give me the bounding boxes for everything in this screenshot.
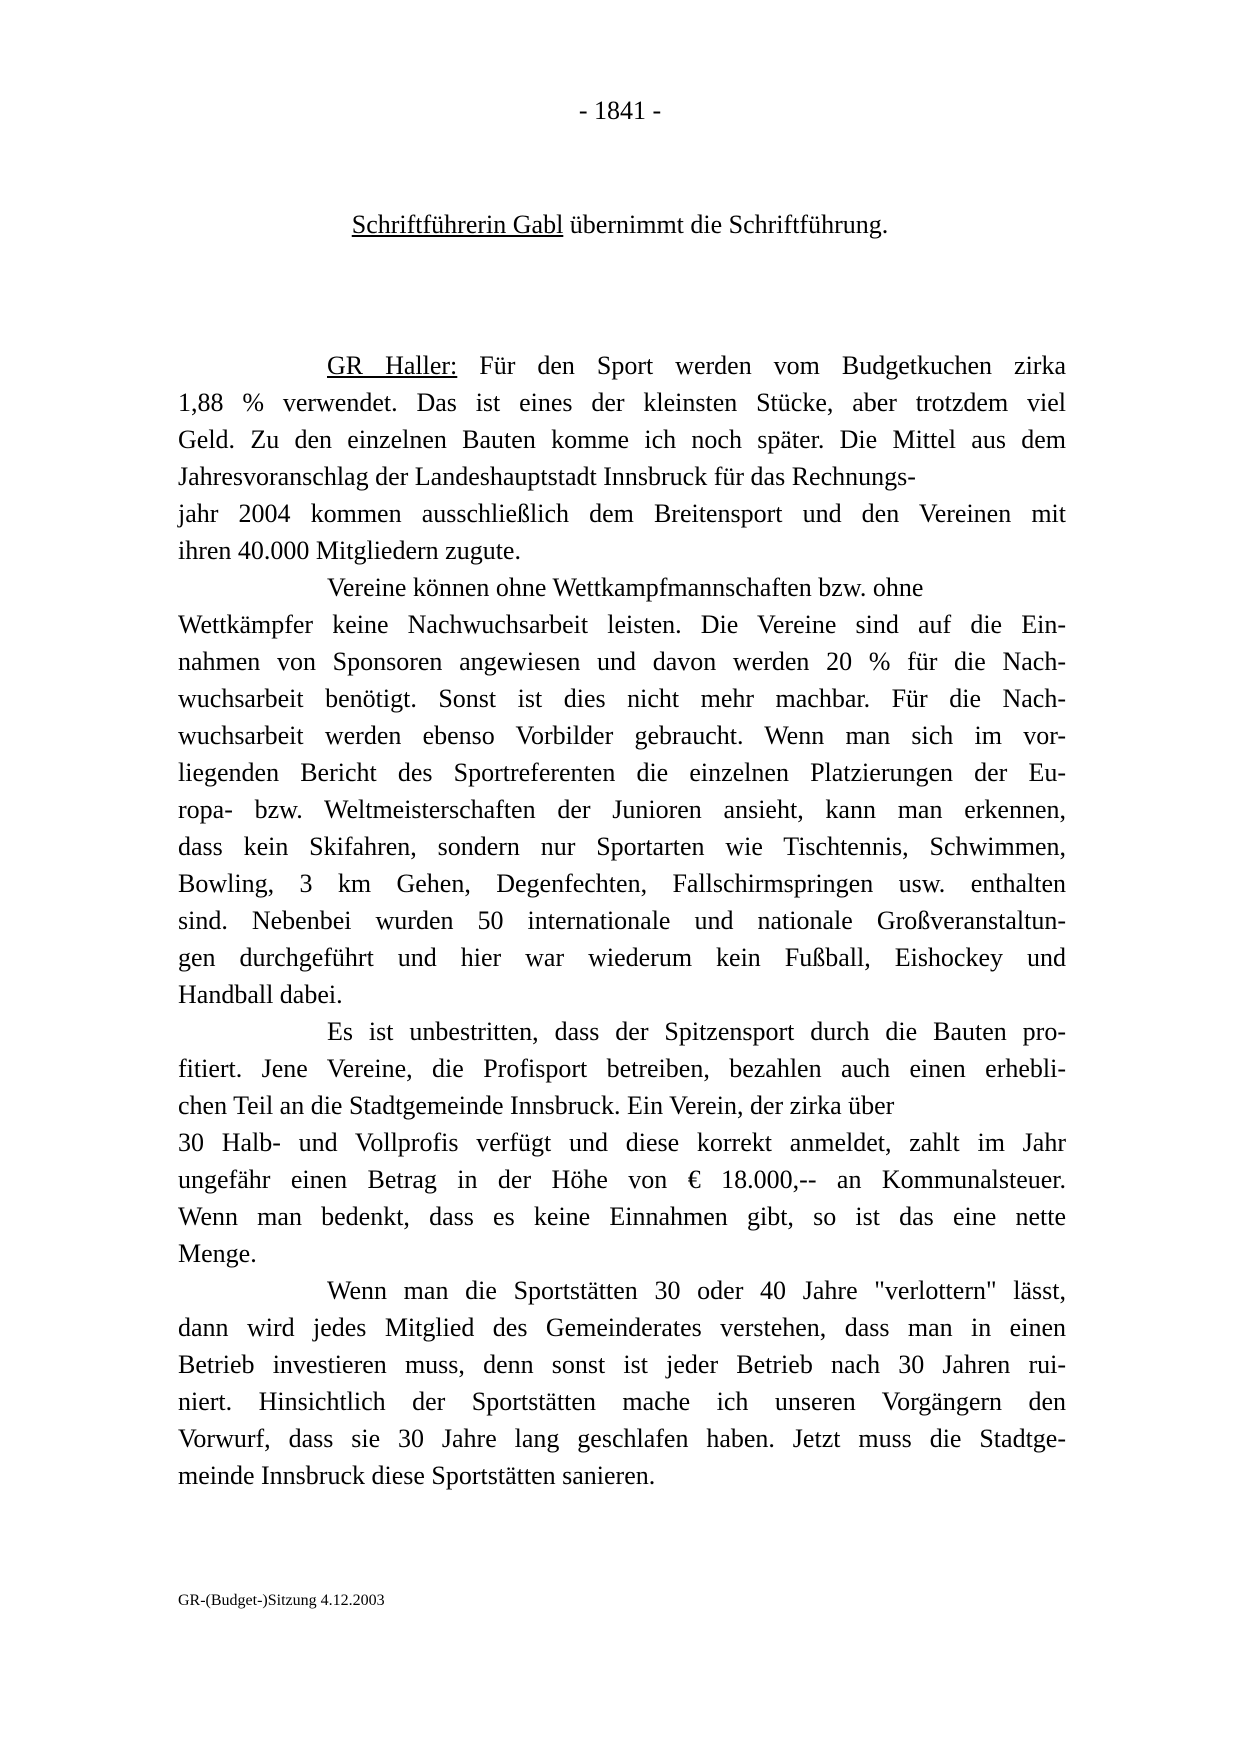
text-line: Handball dabei. xyxy=(178,980,343,1009)
text-line: Wenn man die Sportstätten 30 oder 40 Jahre "verlottern" lässt, xyxy=(327,1276,1066,1305)
text-line: jahr 2004 kommen ausschließlich dem Breitensport und den Vereinen mit xyxy=(178,499,1066,528)
text-line: fitiert. Jene Vereine, die Profisport betreiben, bezahlen auch einen erhebli- xyxy=(178,1054,1066,1083)
text-line: 30 Halb- und Vollprofis verfügt und diese korrekt anmeldet, zahlt im Jahr xyxy=(178,1128,1066,1157)
text-line: dass kein Skifahren, sondern nur Sportarten wie Tischtennis, Schwimmen, xyxy=(178,832,1066,861)
text-line: Wettkämpfer keine Nachwuchsarbeit leisten. Die Vereine sind auf die Ein- xyxy=(178,610,1066,639)
text-line: Es ist unbestritten, dass der Spitzensport durch die Bauten pro- xyxy=(327,1017,1066,1046)
speaker-name: GR Haller: xyxy=(327,351,458,380)
text-line: niert. Hinsichtlich der Sportstätten mache ich unseren Vorgängern den xyxy=(178,1387,1066,1416)
text-line: Jahresvoranschlag der Landeshauptstadt Innsbruck für das Rechnungs- xyxy=(178,462,916,491)
text-line: Vorwurf, dass sie 30 Jahre lang geschlafen haben. Jetzt muss die Stadtge- xyxy=(178,1424,1066,1453)
text-line: nahmen von Sponsoren angewiesen und davon werden 20 % für die Nach- xyxy=(178,647,1066,676)
text-line: 1,88 % verwendet. Das ist eines der kleinsten Stücke, aber trotzdem viel xyxy=(178,388,1066,417)
text-line: Wenn man bedenkt, dass es keine Einnahmen gibt, so ist das eine nette xyxy=(178,1202,1066,1231)
text-line: Betrieb investieren muss, denn sonst ist jeder Betrieb nach 30 Jahren rui- xyxy=(178,1350,1066,1379)
text-line: wuchsarbeit benötigt. Sonst ist dies nicht mehr machbar. Für die Nach- xyxy=(178,684,1066,713)
text-line: wuchsarbeit werden ebenso Vorbilder gebraucht. Wenn man sich im vor- xyxy=(178,721,1066,750)
clerk-change-note xyxy=(0,208,1240,242)
text-line: Bowling, 3 km Gehen, Degenfechten, Fallschirmspringen usw. enthalten xyxy=(178,869,1066,898)
clerk-name: Schriftführerin Gabl xyxy=(351,210,564,239)
text-line: sind. Nebenbei wurden 50 internationale und nationale Großveranstaltun- xyxy=(178,906,1066,935)
clerk-note-text: übernimmt die Schriftführung. xyxy=(563,210,889,239)
text-line: Geld. Zu den einzelnen Bauten komme ich noch später. Die Mittel aus dem xyxy=(178,425,1066,454)
text-line: liegenden Bericht des Sportreferenten die einzelnen Platzierungen der Eu- xyxy=(178,758,1066,787)
text-line: ungefähr einen Betrag in der Höhe von € 18.000,-- an Kommunalsteuer. xyxy=(178,1165,1066,1194)
text-line: ihren 40.000 Mitgliedern zugute. xyxy=(178,536,521,565)
text-line: chen Teil an die Stadtgemeinde Innsbruck. Ein Verein, der zirka über xyxy=(178,1091,895,1120)
text-line: Menge. xyxy=(178,1239,257,1268)
page-number: - 1841 - xyxy=(578,96,662,125)
text-line: Vereine können ohne Wettkampfmannschaften bzw. ohne xyxy=(327,573,924,602)
line-text: Für den Sport werden vom Budgetkuchen zirka xyxy=(457,351,1066,380)
text-line: gen durchgeführt und hier war wiederum kein Fußball, Eishockey und xyxy=(178,943,1066,972)
footer-session-info: GR-(Budget-)Sitzung 4.12.2003 xyxy=(178,1592,385,1609)
text-line: meinde Innsbruck diese Sportstätten sanieren. xyxy=(178,1461,656,1490)
text-line: dann wird jedes Mitglied des Gemeinderates verstehen, dass man in einen xyxy=(178,1313,1066,1342)
text-line xyxy=(178,347,1066,384)
text-line: ropa- bzw. Weltmeisterschaften der Junioren ansieht, kann man erkennen, xyxy=(178,795,1066,824)
speech-body xyxy=(178,347,1066,1494)
